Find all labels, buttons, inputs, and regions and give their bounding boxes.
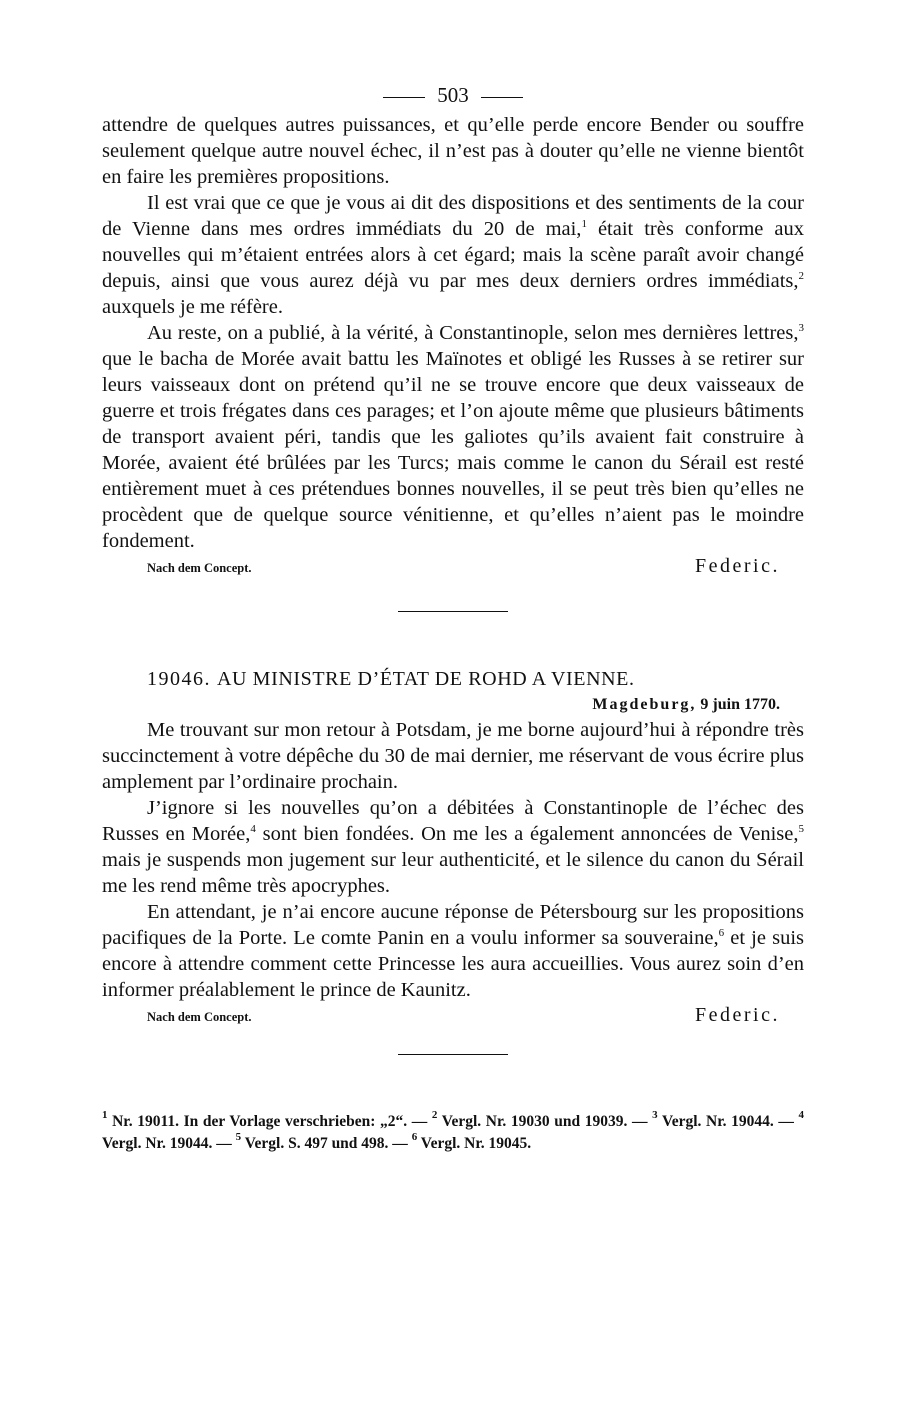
paragraph-text: Me trouvant sur mon retour à Potsdam, je me borne aujourd’hui à répondre très succinctement à votre dépêche du 30 de mai dernier, me réservant de vous écrire plus amplement par l’ordinaire prochain. <box>102 719 804 793</box>
paragraph <box>102 190 804 320</box>
paragraph-text: auxquels je me réfère. <box>102 296 283 318</box>
signature-line <box>102 1004 804 1030</box>
letter-heading <box>102 665 804 693</box>
paragraph-text: que le bacha de Morée avait battu les Maïnotes et obligé les Russes à se retirer sur leurs vaisseaux dont on prétend qu’il ne se trouve encore que deux vaisseaux de guerre et trois frégates dans ces parages; et l’on ajoute même que plusieurs bâtiments de transport avaient péri, tandis que les galiotes qu’ils avaient fait construire à Morée, avaient été brûlées par les Turcs; mais comme le canon du Sérail est resté entièrement muet à ces prétendues bonnes nouvelles, il se peut très bien qu’elles ne procèdent que de quelque source vénitienne, et qu’elles n’aient pas le moindre fondement. <box>102 348 804 552</box>
footnote-ref: 6 <box>718 927 725 939</box>
paragraph <box>102 899 804 1003</box>
footnote-ref: 5 <box>798 823 804 835</box>
footnote-text: Vergl. Nr. 19044. — <box>102 1135 232 1152</box>
page-number: 503 <box>437 83 469 107</box>
source-note: Nach dem Concept. <box>147 1010 252 1024</box>
footnote-mark: 4 <box>798 1109 804 1121</box>
dateline-date: 9 juin 1770. <box>700 696 780 713</box>
paragraph-text: était très conforme aux nouvelles qui m’étaient entrées alors à cet égard; mais la scène paraît avoir changé depuis, ainsi que vous aurez déjà vu par mes deux derniers ordres immédiats, <box>102 218 804 292</box>
paragraph <box>102 320 804 554</box>
header-dash-right <box>481 97 523 98</box>
header-dash-left <box>383 97 425 98</box>
paragraph-text: sont bien fondées. On me les a également annoncées de Venise, <box>255 823 799 845</box>
book-page <box>102 80 804 1155</box>
footnote <box>235 1131 408 1152</box>
footnote-text: Vergl. Nr. 19045. <box>420 1135 532 1152</box>
footnote-text: Vergl. S. 497 und 498. — <box>244 1135 408 1152</box>
paragraph-text: En attendant, je n’ai encore aucune réponse de Pétersbourg sur les propositions pacifiques de la Porte. Le comte Panin en a voulu informer sa souveraine, <box>102 901 804 949</box>
footnote-mark: 2 <box>431 1109 438 1121</box>
footnote-text: Vergl. Nr. 19044. — <box>661 1113 794 1130</box>
footnote-ref: 2 <box>798 270 804 282</box>
paragraph-text: Au reste, on a publié, à la vérité, à Constantinople, selon mes dernières lettres, <box>147 322 799 344</box>
footnote <box>652 1109 794 1130</box>
paragraph <box>102 795 804 899</box>
letter-number: 19046. <box>147 668 211 690</box>
footnote <box>431 1109 648 1130</box>
footnote-mark: 3 <box>652 1109 658 1121</box>
footnote-ref: 3 <box>798 322 804 334</box>
letter-title: AU MINISTRE D’ÉTAT DE ROHD A VIENNE. <box>217 668 635 690</box>
dateline <box>102 693 804 717</box>
paragraph-text: et je suis encore à attendre comment cette Princesse les aura accueillies. Vous aurez soin d’en informer préalablement le prince de Kaunitz. <box>102 927 804 1001</box>
footnote-ref: 1 <box>581 218 587 230</box>
footnotes <box>102 1111 804 1155</box>
signature: Federic. <box>695 555 780 577</box>
signature-line <box>102 555 804 581</box>
footnote-ref: 4 <box>250 823 256 835</box>
paragraph-text: J’ignore si les nouvelles qu’on a débitées à Constantinople de l’échec des Russes en Morée, <box>102 797 804 845</box>
paragraph-text: Il est vrai que ce que je vous ai dit des dispositions et des sentiments de la cour de Vienne dans mes ordres immédiats du 20 de mai, <box>102 192 804 240</box>
paragraph: attendre de quelques autres puissances, et qu’elle perde encore Bender ou souffre seulement quelque autre nouvel échec, il n’est pas à douter qu’elle ne vienne bientôt en faire les premières propositions. <box>102 114 804 188</box>
signature: Federic. <box>695 1004 780 1026</box>
footnote-mark: 5 <box>235 1131 242 1143</box>
paragraph-text: mais je suspends mon jugement sur leur authenticité, et le silence du canon du Sérail me les rend même très apocryphes. <box>102 849 804 897</box>
footnote-text: Nr. 19011. In der Vorlage verschrieben: „2“. — <box>112 1113 428 1130</box>
footnote-text: Vergl. Nr. 19030 und 19039. — <box>441 1113 648 1130</box>
dateline-place: Magdeburg, <box>592 696 697 713</box>
footnote <box>411 1131 532 1152</box>
letter-continuation <box>102 112 804 581</box>
paragraph <box>102 717 804 795</box>
source-note: Nach dem Concept. <box>147 561 252 575</box>
letter-19046 <box>102 665 804 1030</box>
section-divider <box>398 611 508 612</box>
section-divider <box>398 1054 508 1055</box>
footnote-mark: 1 <box>102 1109 108 1121</box>
footnote <box>102 1109 428 1130</box>
footnote-mark: 6 <box>411 1131 418 1143</box>
page-header <box>102 80 804 110</box>
